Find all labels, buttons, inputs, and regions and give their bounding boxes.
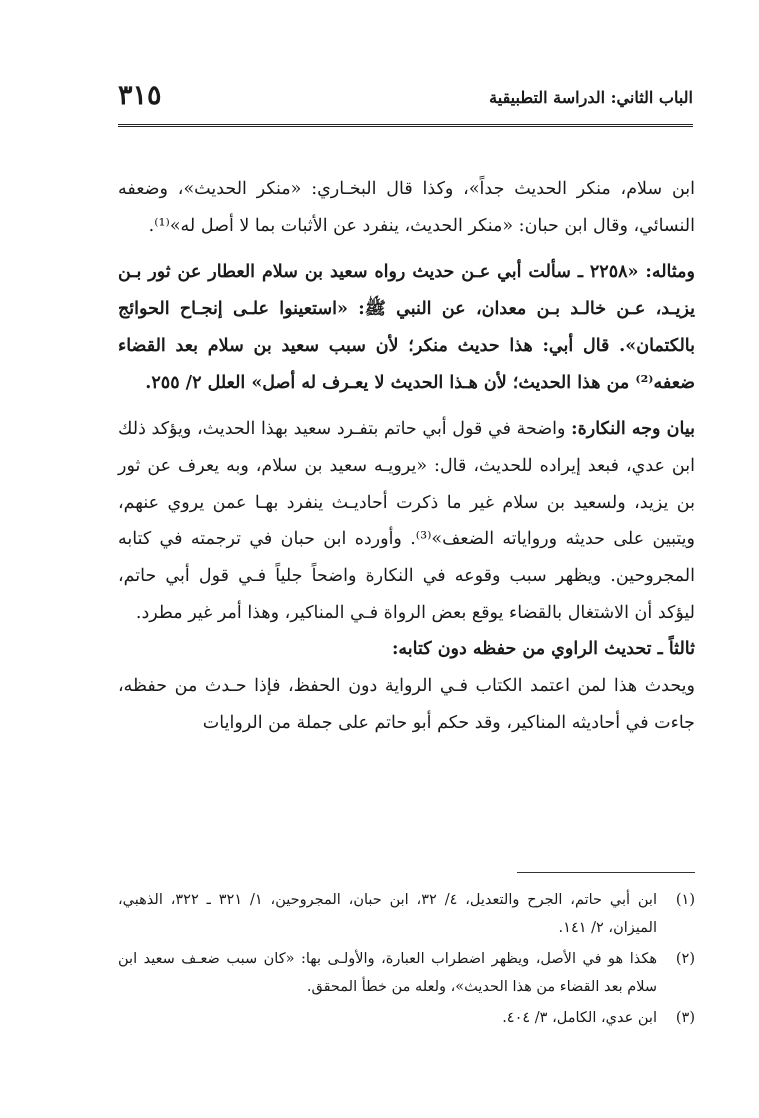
footnote-number: (٣) — [675, 1010, 695, 1026]
section-heading: ثالثاً ـ تحديث الراوي من حفظه دون كتابه: — [391, 639, 695, 660]
main-text — [118, 171, 695, 742]
header-rule — [118, 124, 693, 130]
section-lead: بيان وجه النكارة: — [571, 419, 695, 440]
page-number: ٣١٥ — [118, 80, 162, 111]
footnote-rule — [517, 872, 695, 873]
paragraph-explanation — [118, 411, 695, 631]
footnote-text: ابن عدي، الكامل، ٣/ ٤٠٤. — [502, 1010, 657, 1026]
footnote — [118, 945, 695, 1001]
chapter-title: الباب الثاني: الدراسة التطبيقية — [489, 88, 693, 107]
paragraph-1: ابن سلام، منكر الحديث جداً»، وكذا قال البخـاري: «منكر الحديث»، وضعفه النسائي، وقال ابن حبان: «منكر الحديث، ينفرد عن الأثبات بما لا أصل له»⁽¹⁾. — [118, 179, 695, 236]
footnote-number: (١) — [675, 892, 695, 908]
footnote-text: هكذا هو في الأصل، ويظهر اضطراب العبارة، والأولـى بها: «كان سبب ضعـف سعيد ابن سلام بعد القضاء من هذا الحديث»، ولعله من خطأ المحقق. — [118, 951, 657, 995]
footnotes — [118, 886, 695, 1035]
paragraph-4: ويحدث هذا لمن اعتمد الكتاب فـي الرواية دون الحفظ، فإذا حـدث من حفظه، جاءت في أحاديثه المناكير، وقد حكم أبو حاتم على جملة من الروايات — [118, 676, 695, 733]
footnote — [118, 886, 695, 942]
paragraph-explanation-text: واضحة في قول أبي حاتم بتفـرد سعيد بهذا الحديث، ويؤكد ذلك ابن عدي، فبعد إيراده للحديث، قال: «يرويـه سعيد بن سلام، وبه يعرف عن ثور بن يزيد، ولسعيد بن سلام غير ما ذكرت أحاديـث ينفرد بهـا عمن يروي عنهم، ويتبين على حديثه ورواياته الضعف»⁽³⁾. وأورده ابن حبان في ترجمته في كتابه المجروحين. ويظهر سبب وقوعه في النكارة واضحاً جلياً فـي قول أبي حاتم، ليؤكد أن الاشتغال بالقضاء يوقع بعض الرواة فـي المناكير، وهذا أمر غير مطرد. — [118, 419, 695, 623]
paragraph-example: ومثاله: «٢٢٥٨ ـ سألت أبي عـن حديث رواه سعيد بن سلام العطار عن ثور بـن يزيـد، عـن خالـد بـن معدان، عن النبي ﷺ: «استعينوا علـى إنجـاح الحوائج بالكتمان». قال أبي: هذا حديث منكر؛ لأن سبب سعيد بن سلام بعد القضاء ضعفه⁽²⁾ من هذا الحديث؛ لأن هـذا الحديث لا يعـرف له أصل» العلل ٢/ ٢٥٥. — [118, 262, 695, 393]
footnote-number: (٢) — [675, 951, 695, 967]
footnote — [118, 1004, 695, 1032]
footnote-text: ابن أبي حاتم، الجرح والتعديل، ٤/ ٣٢، ابن حبان، المجروحين، ١/ ٣٢١ ـ ٣٢٢، الذهبي، الميزان، ٢/ ١٤١. — [118, 892, 657, 936]
running-header — [118, 78, 693, 122]
